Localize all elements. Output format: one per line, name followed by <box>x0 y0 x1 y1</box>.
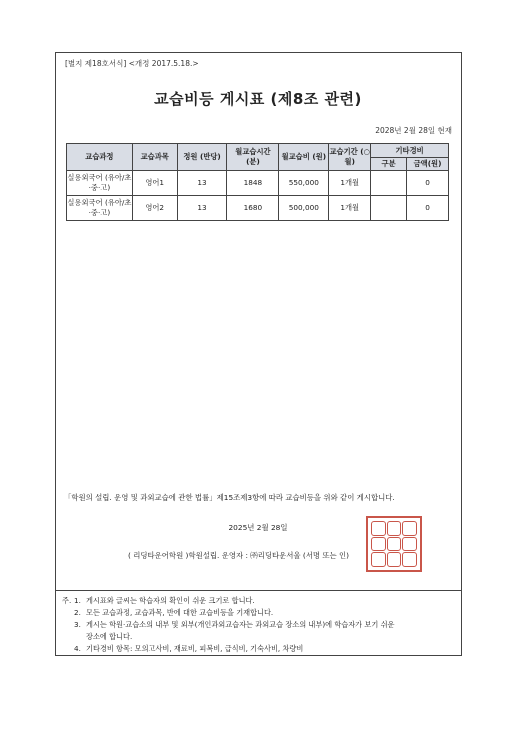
notes-section <box>62 595 394 655</box>
cell-subject: 영어2 <box>132 196 177 221</box>
document-title: 교습비등 게시표 (제8조 관련) <box>154 90 362 108</box>
header-hours: 월교습시간 (분) <box>227 144 279 171</box>
cell-other-amount: 0 <box>407 196 449 221</box>
header-other-expenses: 기타경비 <box>371 144 449 158</box>
cell-period: 1개월 <box>329 171 371 196</box>
note-item <box>62 595 394 607</box>
cell-period: 1개월 <box>329 196 371 221</box>
cell-fee: 500,000 <box>279 196 329 221</box>
note-text: 모든 교습과정, 교습과목, 반에 대한 교습비등을 기재합니다. <box>86 608 274 617</box>
cell-other-amount: 0 <box>407 171 449 196</box>
cell-hours: 1680 <box>227 196 279 221</box>
posting-statement: 「학원의 설립. 운영 및 과외교습에 관한 법률」제15조제3항에 따라 교습비등을 위와 같이 게시합니다. <box>64 493 395 502</box>
cell-capacity: 13 <box>177 196 227 221</box>
note-text: 장소에 합니다. <box>86 632 133 641</box>
table-row <box>67 196 449 221</box>
header-capacity: 정원 (반당) <box>177 144 227 171</box>
notes-prefix: 주. <box>62 596 72 605</box>
cell-hours: 1848 <box>227 171 279 196</box>
notes-divider <box>55 590 462 591</box>
note-text: 게시표와 글씨는 학습자의 확인이 쉬운 크기로 합니다. <box>86 596 255 605</box>
header-fee: 월교습비 (원) <box>279 144 329 171</box>
fee-table <box>66 143 449 221</box>
signature-date: 2025년 2월 28일 <box>228 523 288 532</box>
note-number: 2. <box>74 608 81 617</box>
note-number <box>74 631 86 643</box>
note-text: 게시는 학원·교습소의 내부 및 외부(개인과외교습자는 과외교습 장소의 내부)에 학습자가 보기 쉬운 <box>86 620 395 629</box>
cell-course: 실용외국어 (유아/초·중·고) <box>67 171 133 196</box>
cell-other-type <box>371 196 407 221</box>
cell-other-type <box>371 171 407 196</box>
cell-fee: 550,000 <box>279 171 329 196</box>
header-subject: 교습과목 <box>132 144 177 171</box>
cell-capacity: 13 <box>177 171 227 196</box>
header-period: 교습기간 (○월) <box>329 144 371 171</box>
cell-course: 실용외국어 (유아/초·중·고) <box>67 196 133 221</box>
header-other-type: 구분 <box>371 158 407 171</box>
note-number: 1. <box>74 596 81 605</box>
seal-stamp-icon <box>366 516 422 572</box>
header-other-amount: 금액(원) <box>407 158 449 171</box>
cell-subject: 영어1 <box>132 171 177 196</box>
report-date: 2028년 2월 28일 현재 <box>375 126 452 135</box>
note-text: 기타경비 항목: 모의고사비, 재료비, 피복비, 급식비, 기숙사비, 차량비 <box>86 644 304 653</box>
table-row <box>67 171 449 196</box>
header-course: 교습과정 <box>67 144 133 171</box>
note-item <box>62 619 394 631</box>
operator-line: ( 리딩타운어학원 )학원설립. 운영자 : ㈜리딩타운서울 (서명 또는 인) <box>128 551 350 560</box>
note-number: 3. <box>74 620 81 629</box>
note-number: 4. <box>74 644 81 653</box>
note-item <box>62 607 394 619</box>
note-item-continuation <box>62 631 394 643</box>
note-item <box>62 643 394 655</box>
form-label: [별지 제18호서식] <개정 2017.5.18.> <box>65 59 199 68</box>
